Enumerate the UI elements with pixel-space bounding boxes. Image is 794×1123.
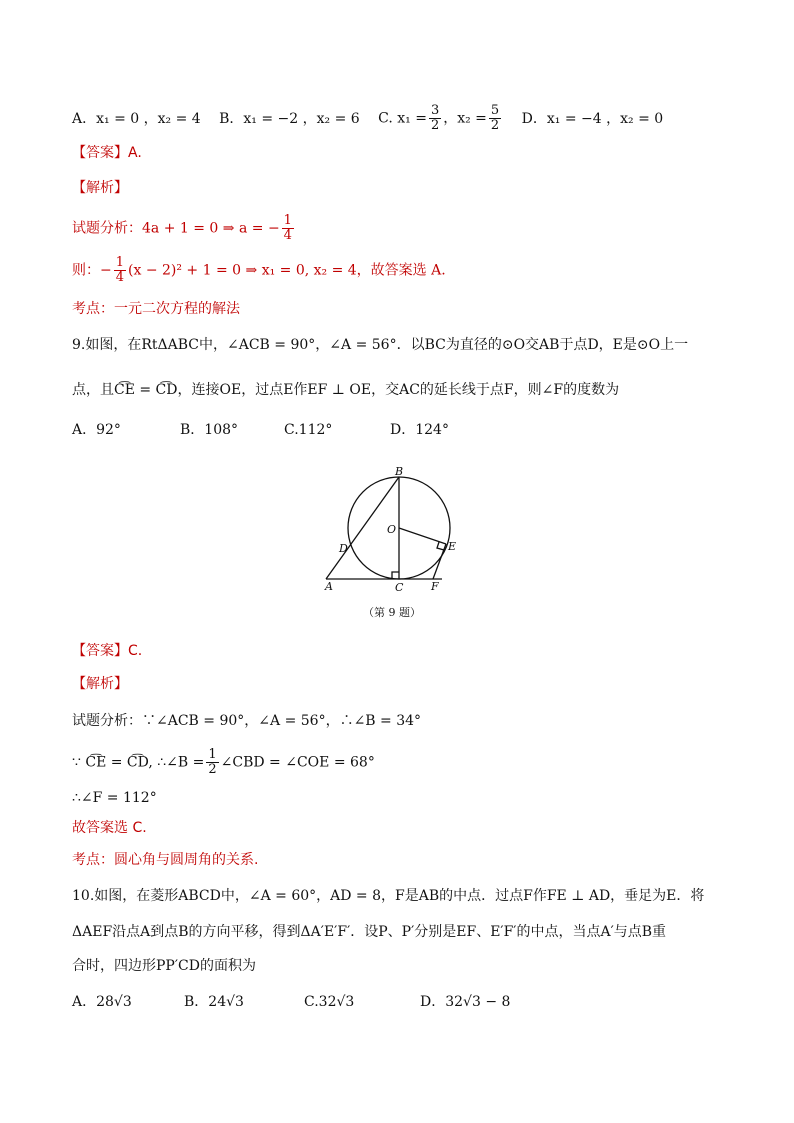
q9-statement-line1: 9.如图，在RtΔABC中，∠ACB = 90°，∠A = 56°．以BC为直径的⊙O交AB于点D，E是⊙O上一 [72, 337, 689, 353]
label-o: O [387, 523, 397, 536]
q8-option-d: D．x₁ = −4 ，x₂ = 0 [521, 110, 664, 127]
q10-option-a: A．28√3 [72, 994, 132, 1010]
q9-step2-prefix: ∵ C͡E = C͡D, ∴∠B = [72, 754, 205, 771]
q9-step2-frac [206, 748, 218, 777]
q10-options [72, 992, 510, 1012]
frac-num: 1 [115, 255, 125, 270]
q10-statement-line2: ΔAEF沿点A到点B的方向平移，得到ΔA′E′F′．设P、P′分别是EF、E′F′的中点，当点A′与点B重 [72, 924, 667, 940]
label-c: C [395, 581, 404, 594]
q8-options [72, 104, 663, 133]
q9-figure-caption: （第 9 题） [363, 606, 421, 619]
label-f: F [431, 580, 439, 593]
q8-step2-prefix: 则：− [72, 262, 112, 279]
q8-option-b: B．x₁ = −2 ，x₂ = 6 [219, 110, 360, 127]
q8-step1-frac [282, 214, 294, 243]
q9-step2 [72, 748, 375, 777]
q10-statement-line3: 合时，四边形PP′CD的面积为 [72, 958, 256, 974]
label-e: E [448, 540, 457, 553]
q8-option-c-mid: ，x₂ = [443, 110, 487, 127]
q8-option-c [378, 104, 503, 133]
q8-step2-frac [114, 256, 126, 285]
q9-step2-rest: ∠CBD = ∠COE = 68° [220, 754, 375, 771]
frac-num: 5 [490, 103, 500, 118]
q8-step1 [72, 214, 296, 243]
q10-option-c: C.32√3 [304, 994, 355, 1010]
q8-step2-rest: (x − 2)² + 1 = 0 ⇒ x₁ = 0, x₂ = 4，故答案选 A. [128, 262, 446, 279]
frac-num: 3 [430, 103, 440, 118]
frac-den: 2 [208, 762, 217, 777]
frac-den: 4 [283, 228, 292, 243]
q9-geometry-figure [320, 462, 470, 622]
label-b: B [395, 465, 404, 478]
q8-option-a: A．x₁ = 0 ，x₂ = 4 [72, 110, 201, 127]
q10-option-b: B．24√3 [184, 994, 244, 1010]
q8-analysis-label: 【解析】 [72, 180, 128, 196]
q9-option-a: A．92° [72, 422, 121, 438]
q9-statement-line2: 点，且C͡E = C͡D，连接OE，过点E作EF ⊥ OE，交AC的延长线于点F，则∠F的度数为 [72, 382, 620, 398]
frac-num: 1 [283, 213, 292, 228]
q10-option-d: D．32√3 − 8 [420, 994, 511, 1010]
q8-topic: 考点：一元二次方程的解法 [72, 301, 240, 317]
q9-option-d: D．124° [390, 422, 449, 438]
q8-option-c-frac2 [489, 104, 501, 133]
q8-option-c-frac1 [429, 104, 441, 133]
frac-den: 2 [430, 118, 440, 133]
q9-analysis-label: 【解析】 [72, 676, 128, 692]
q8-step2 [72, 256, 446, 285]
q9-step1: 试题分析：∵∠ACB = 90°，∠A = 56°，∴∠B = 34° [72, 713, 422, 729]
q9-options [72, 420, 449, 440]
q9-option-c: C.112° [284, 422, 333, 438]
frac-den: 2 [490, 118, 500, 133]
frac-num: 1 [208, 747, 217, 762]
q9-conclusion: 故答案选 C. [72, 820, 147, 836]
right-angle-c [392, 572, 399, 579]
q8-step1-text: 试题分析：4a + 1 = 0 ⇒ a = − [72, 220, 280, 237]
q8-answer: 【答案】A. [72, 145, 142, 161]
q9-step3: ∴∠F = 112° [72, 790, 157, 806]
q10-statement-line1: 10.如图，在菱形ABCD中，∠A = 60°，AD = 8，F是AB的中点．过点F作FE ⊥ AD，垂足为E．将 [72, 888, 705, 904]
frac-den: 4 [115, 270, 125, 285]
label-d: D [339, 542, 348, 555]
q9-option-b: B．108° [180, 422, 239, 438]
q9-answer: 【答案】C. [72, 643, 143, 659]
q9-topic: 考点：圆心角与圆周角的关系. [72, 852, 259, 868]
label-a: A [325, 580, 333, 593]
segment-oe [399, 528, 446, 544]
q8-option-c-prefix: C. x₁ = [378, 110, 427, 127]
